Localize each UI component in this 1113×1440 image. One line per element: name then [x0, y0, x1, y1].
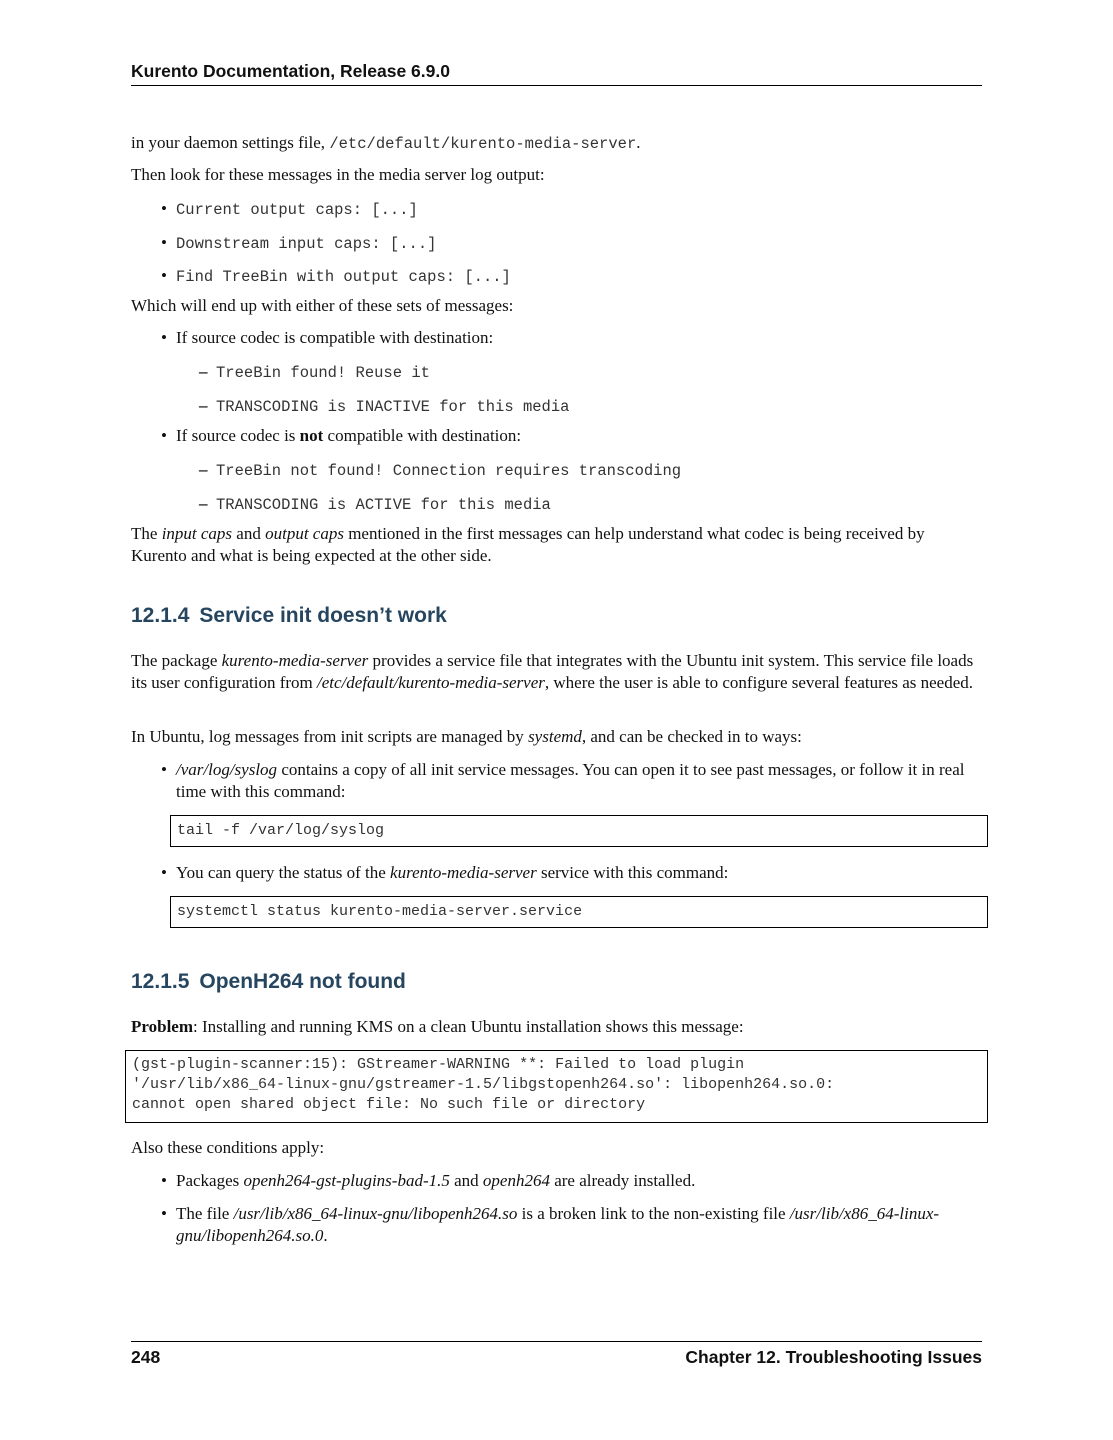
log-message-list	[131, 198, 982, 288]
list-item: • Find TreeBin with output caps: [...]	[131, 265, 982, 288]
problem-paragraph: Problem: Installing and running KMS on a clean Ubuntu installation shows this message:	[131, 1017, 744, 1036]
list-item: – TreeBin found! Reuse it	[131, 361, 982, 384]
code-line: cannot open shared object file: No such file or directory	[132, 1096, 646, 1113]
emphasis-not: not	[299, 426, 324, 445]
not-compatible-messages	[131, 459, 982, 516]
systemctl-item	[131, 862, 982, 884]
case-compatible: • If source codec is compatible with destination:	[131, 327, 982, 349]
case-list-2	[131, 425, 982, 447]
code-block-systemctl-status: systemctl status kurento-media-server.service	[170, 896, 988, 928]
code-line: (gst-plugin-scanner:15): GStreamer-WARNING **: Failed to load plugin	[132, 1056, 745, 1073]
case-not-compatible: • If source codec is not compatible with destination:	[131, 425, 982, 447]
list-item: – TreeBin not found! Connection requires transcoding	[131, 459, 982, 482]
list-item: • Current output caps: [...]	[131, 198, 982, 221]
code-line: '/usr/lib/x86_64-linux-gnu/gstreamer-1.5/libgstopenh264.so': libopenh264.so.0:	[132, 1076, 835, 1093]
footer-divider	[131, 1341, 982, 1342]
systemd-paragraph: In Ubuntu, log messages from init scripts are managed by systemd, and can be checked in to ways:	[131, 727, 802, 746]
list-item: • The file /usr/lib/x86_64-linux-gnu/libopenh264.so is a broken link to the non-existing file /usr/lib/x86_64-linux-gnu/libopenh264.so.0.	[131, 1203, 982, 1247]
service-file-paragraph: The package kurento-media-server provides a service file that integrates with the Ubuntu init system. This service file loads its user configuration from /etc/default/kurento-media-server, where the user is able to configure several features as needed.	[131, 651, 974, 692]
compatible-messages	[131, 361, 982, 418]
section-heading-12-1-4: 12.1.4 Service init doesn’t work	[131, 604, 447, 627]
intro-line-message-sets: Which will end up with either of these sets of messages:	[131, 296, 514, 315]
running-header: Kurento Documentation, Release 6.9.0	[131, 60, 982, 86]
intro-line-settings-file: in your daemon settings file, /etc/default/kurento-media-server.	[131, 133, 641, 153]
caps-explanation: The input caps and output caps mentioned in the first messages can help understand what codec is being received by Kurento and what is being expected at the other side.	[131, 524, 925, 565]
list-item: – TRANSCODING is INACTIVE for this media	[131, 395, 982, 418]
chapter-title: Chapter 12. Troubleshooting Issues	[685, 1347, 982, 1367]
page-footer	[131, 1346, 982, 1368]
list-item: • Packages openh264-gst-plugins-bad-1.5 and openh264 are already installed.	[131, 1170, 982, 1192]
section-heading-12-1-5: 12.1.5 OpenH264 not found	[131, 970, 406, 993]
conditions-intro: Also these conditions apply:	[131, 1138, 325, 1157]
code-block-tail-syslog: tail -f /var/log/syslog	[170, 815, 988, 847]
case-list	[131, 327, 982, 349]
list-item: – TRANSCODING is ACTIVE for this media	[131, 493, 982, 516]
list-item: • Downstream input caps: [...]	[131, 232, 982, 255]
page-number: 248	[131, 1347, 161, 1367]
conditions-list	[131, 1170, 982, 1247]
settings-file-path: /etc/default/kurento-media-server	[329, 135, 637, 153]
list-item: • /var/log/syslog contains a copy of all init service messages. You can open it to see past messages, or follow it in real time with this command:	[131, 759, 982, 803]
code-block-gstreamer-warning	[125, 1050, 988, 1123]
intro-line-log-output: Then look for these messages in the media server log output:	[131, 165, 545, 184]
list-item: • You can query the status of the kurento-media-server service with this command:	[131, 862, 982, 884]
syslog-item	[131, 759, 982, 803]
